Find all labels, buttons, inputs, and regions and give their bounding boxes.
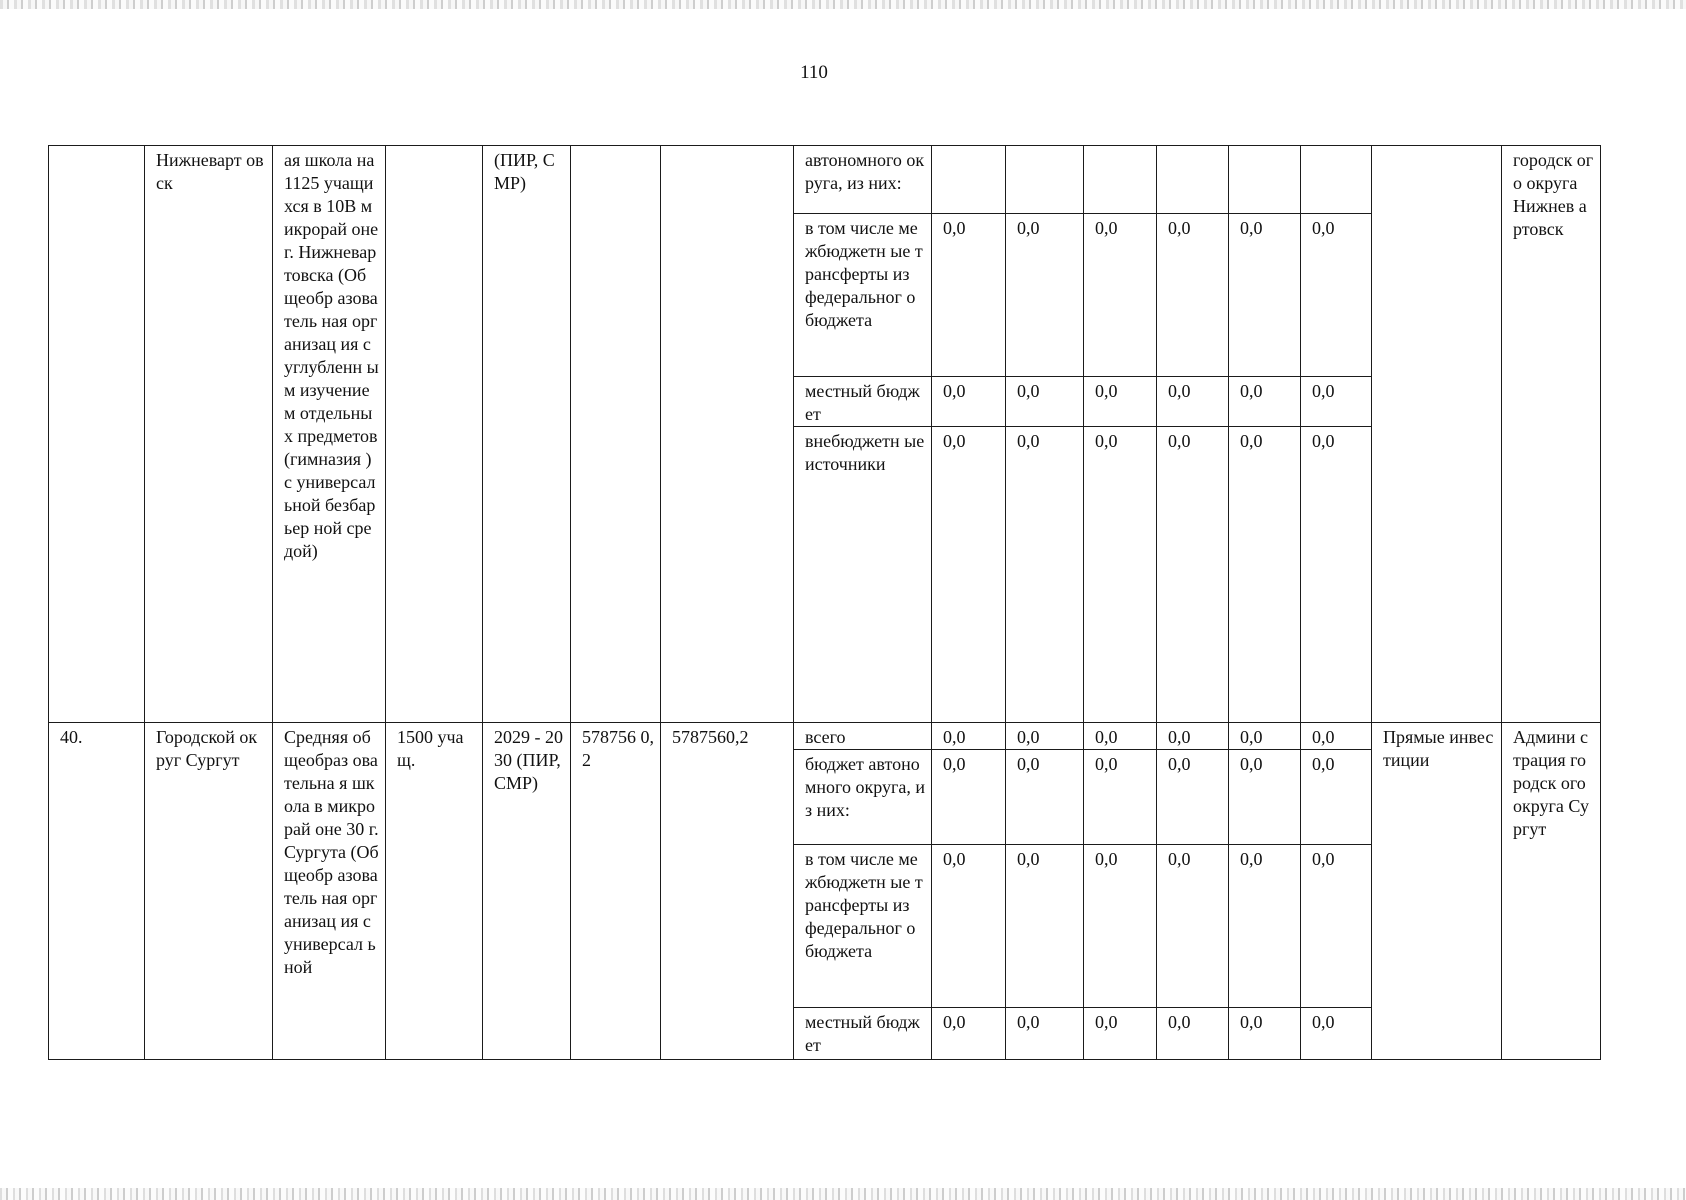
value-cell: 0,0 [932, 214, 1006, 377]
value-cell: 0,0 [1084, 214, 1157, 377]
value-cell [1301, 146, 1372, 214]
value-cell: 0,0 [932, 1008, 1006, 1060]
scan-edge-bottom [0, 1188, 1686, 1200]
value-cell: 0,0 [1157, 377, 1229, 427]
period-cell: (ПИР, СМР) [483, 146, 571, 723]
value-cell: 0,0 [1301, 723, 1372, 750]
value-cell: 0,0 [1301, 750, 1372, 845]
municipality-cell: Городской округ Сургут [145, 723, 273, 1060]
value-cell: 0,0 [1157, 214, 1229, 377]
value-cell: 0,0 [1301, 845, 1372, 1008]
value-cell [1084, 146, 1157, 214]
source-label: местный бюджет [794, 377, 932, 427]
value-cell: 0,0 [1229, 845, 1301, 1008]
scan-edge-top [0, 0, 1686, 9]
value-cell: 0,0 [1301, 214, 1372, 377]
value-cell: 0,0 [1229, 377, 1301, 427]
source-label: автономного округа, из них: [794, 146, 932, 214]
capacity-cell [386, 146, 483, 723]
responsible-cell: городск ого округа Нижнев артовск [1502, 146, 1601, 723]
value-cell: 0,0 [1301, 427, 1372, 723]
source-label: всего [794, 723, 932, 750]
table-row [49, 146, 1601, 214]
capacity-cell: 1500 учащ. [386, 723, 483, 1060]
value-cell: 0,0 [1006, 845, 1084, 1008]
investment-type-cell: Прямые инвестиции [1372, 723, 1502, 1060]
value-cell: 0,0 [1006, 377, 1084, 427]
value-cell: 0,0 [1084, 1008, 1157, 1060]
row-number-cell [49, 146, 145, 723]
value-cell: 0,0 [1084, 845, 1157, 1008]
source-label: в том числе межбюджетн ые трансферты из федеральног о бюджета [794, 845, 932, 1008]
period-cell: 2029 - 2030 (ПИР, СМР) [483, 723, 571, 1060]
value-cell: 0,0 [1084, 377, 1157, 427]
value-cell: 0,0 [932, 377, 1006, 427]
page-number: 110 [800, 62, 828, 83]
value-cell: 0,0 [1301, 377, 1372, 427]
value-cell: 0,0 [1229, 214, 1301, 377]
source-label: в том числе межбюджетн ые трансферты из федеральног о бюджета [794, 214, 932, 377]
value-cell: 0,0 [1157, 845, 1229, 1008]
source-label: внебюджетн ые источники [794, 427, 932, 723]
value-cell: 0,0 [1084, 427, 1157, 723]
value-cell: 0,0 [1157, 723, 1229, 750]
balance-cell [661, 146, 794, 723]
value-cell: 0,0 [1084, 723, 1157, 750]
value-cell: 0,0 [1006, 427, 1084, 723]
source-label: местный бюджет [794, 1008, 932, 1060]
value-cell [1006, 146, 1084, 214]
investment-type-cell [1372, 146, 1502, 723]
value-cell: 0,0 [932, 723, 1006, 750]
value-cell: 0,0 [1157, 1008, 1229, 1060]
row-number-cell: 40. [49, 723, 145, 1060]
value-cell [932, 146, 1006, 214]
municipality-cell: Нижневарт овск [145, 146, 273, 723]
value-cell: 0,0 [932, 750, 1006, 845]
value-cell: 0,0 [1229, 1008, 1301, 1060]
value-cell: 0,0 [1006, 723, 1084, 750]
object-cell: Средняя общеобраз овательна я школа в микрорай оне 30 г. Сургута (Общеобр азователь ная организац ия с универсал ьной [273, 723, 386, 1060]
value-cell: 0,0 [1229, 750, 1301, 845]
budget-table [48, 145, 1600, 1053]
value-cell: 0,0 [1084, 750, 1157, 845]
source-label: бюджет автономного округа, из них: [794, 750, 932, 845]
value-cell: 0,0 [1157, 750, 1229, 845]
balance-cell: 5787560,2 [661, 723, 794, 1060]
value-cell: 0,0 [1006, 750, 1084, 845]
value-cell: 0,0 [932, 845, 1006, 1008]
investment-table [48, 145, 1601, 1060]
value-cell: 0,0 [932, 427, 1006, 723]
value-cell: 0,0 [1157, 427, 1229, 723]
value-cell: 0,0 [1229, 723, 1301, 750]
responsible-cell: Админи страция городск ого округа Сургут [1502, 723, 1601, 1060]
table-row [49, 723, 1601, 750]
cost-cell [571, 146, 661, 723]
value-cell [1229, 146, 1301, 214]
value-cell: 0,0 [1006, 1008, 1084, 1060]
value-cell: 0,0 [1229, 427, 1301, 723]
value-cell [1157, 146, 1229, 214]
value-cell: 0,0 [1301, 1008, 1372, 1060]
object-cell: ая школа на 1125 учащихся в 10В микрорай оне г. Нижневар товска (Общеобр азователь ная организац ия с углубленн ым изучением отдельных предметов (гимназия ) с универсал ьной безбарьер ной средой) [273, 146, 386, 723]
value-cell: 0,0 [1006, 214, 1084, 377]
cost-cell: 578756 0,2 [571, 723, 661, 1060]
